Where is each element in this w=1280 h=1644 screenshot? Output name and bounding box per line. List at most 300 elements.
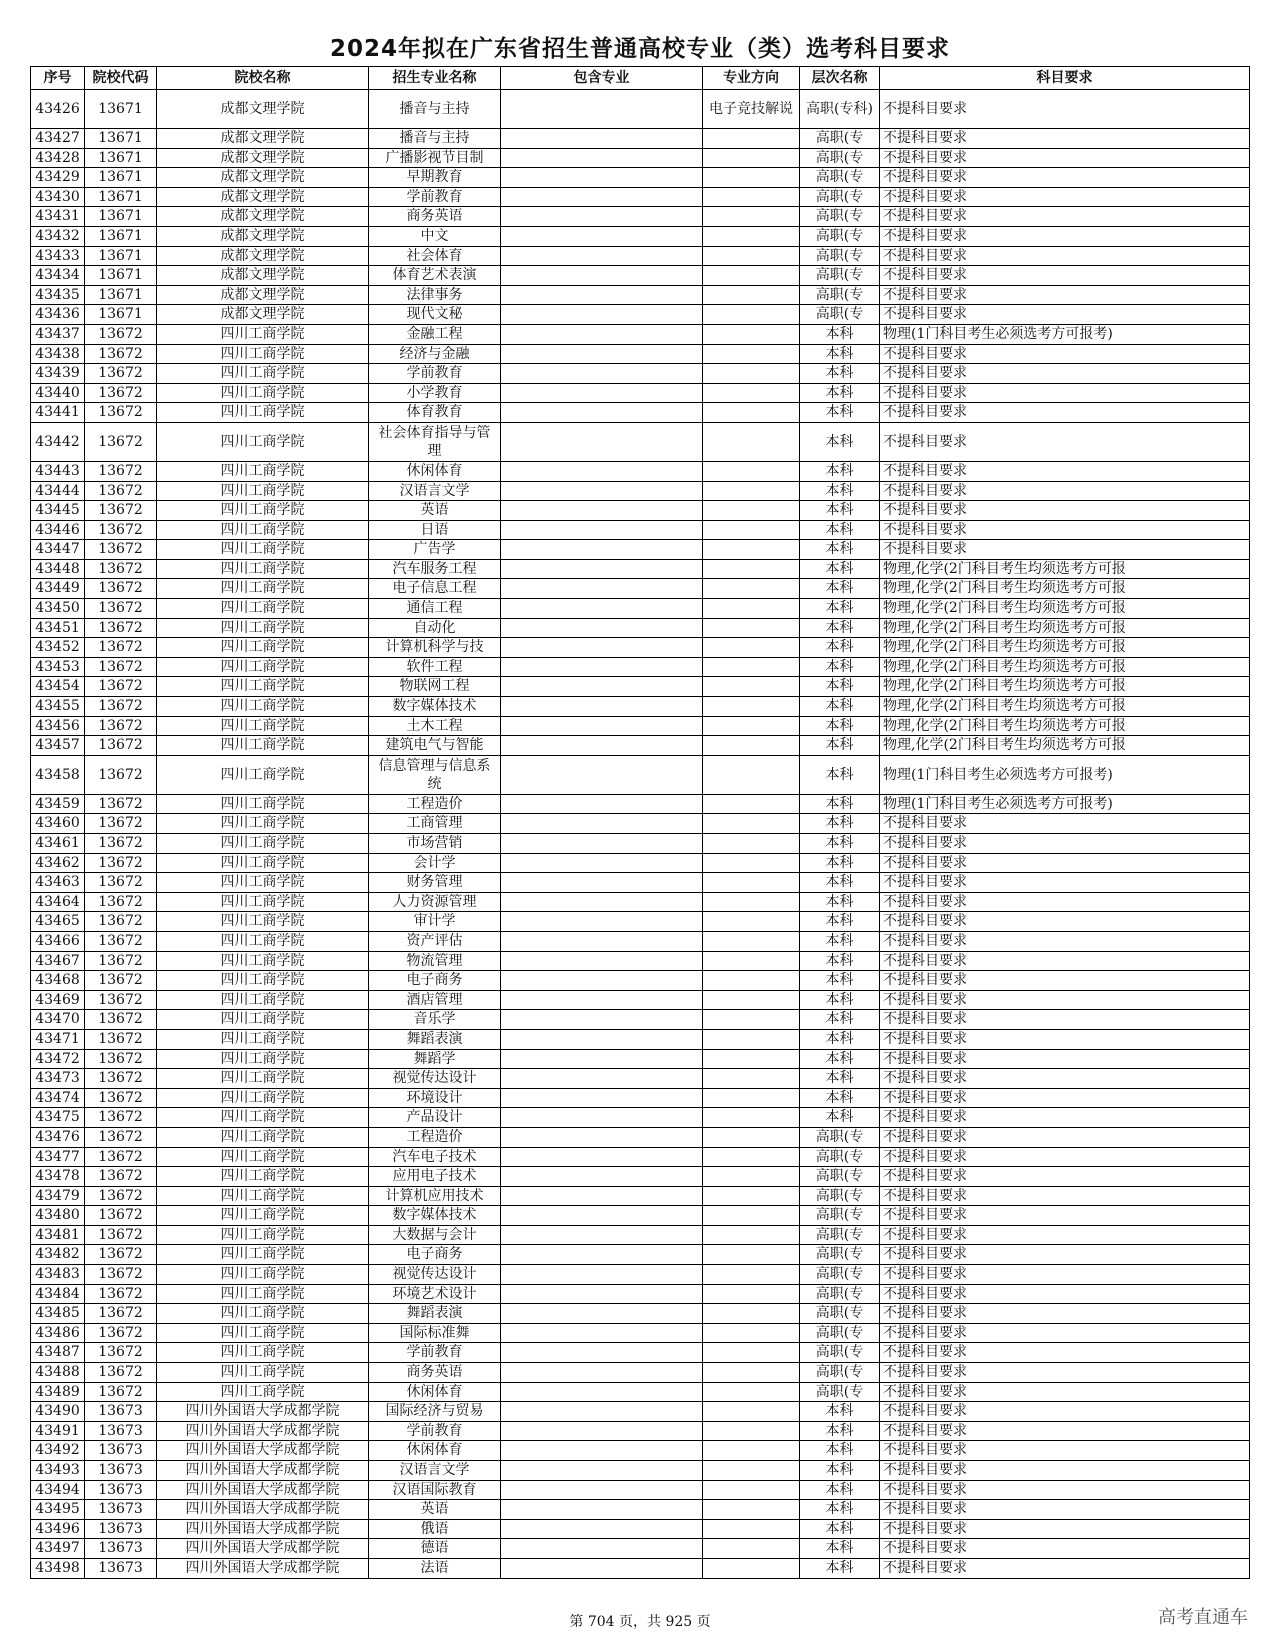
cell-level: 高职(专 — [800, 187, 880, 207]
cell-major-name: 早期教育 — [369, 168, 501, 188]
cell-included-majors — [501, 1147, 703, 1167]
cell-major-name: 体育艺术表演 — [369, 266, 501, 286]
cell-school-code: 13672 — [85, 501, 157, 521]
cell-seq: 43484 — [31, 1284, 85, 1304]
cell-direction — [703, 1558, 800, 1578]
cell-school-name: 四川工商学院 — [157, 990, 369, 1010]
cell-major-name: 俄语 — [369, 1519, 501, 1539]
cell-school-code: 13672 — [85, 990, 157, 1010]
cell-major-name: 学前教育 — [369, 1343, 501, 1363]
cell-subject-requirement: 不提科目要求 — [880, 246, 1250, 266]
cell-seq: 43451 — [31, 618, 85, 638]
cell-direction — [703, 951, 800, 971]
cell-included-majors — [501, 481, 703, 501]
cell-direction — [703, 1323, 800, 1343]
cell-subject-requirement: 不提科目要求 — [880, 1049, 1250, 1069]
cell-subject-requirement: 不提科目要求 — [880, 1088, 1250, 1108]
cell-subject-requirement: 不提科目要求 — [880, 1558, 1250, 1578]
cell-included-majors — [501, 579, 703, 599]
cell-seq: 43468 — [31, 971, 85, 991]
cell-level: 高职(专 — [800, 226, 880, 246]
cell-included-majors — [501, 148, 703, 168]
cell-included-majors — [501, 873, 703, 893]
cell-level: 本科 — [800, 344, 880, 364]
cell-seq: 43453 — [31, 657, 85, 677]
cell-major-name: 酒店管理 — [369, 990, 501, 1010]
cell-subject-requirement: 不提科目要求 — [880, 971, 1250, 991]
cell-school-code: 13672 — [85, 755, 157, 794]
cell-school-name: 四川工商学院 — [157, 618, 369, 638]
table-row — [31, 971, 1250, 991]
cell-school-code: 13672 — [85, 1088, 157, 1108]
cell-seq: 43462 — [31, 853, 85, 873]
cell-school-name: 四川外国语大学成都学院 — [157, 1402, 369, 1422]
cell-subject-requirement: 不提科目要求 — [880, 1167, 1250, 1187]
cell-seq: 43485 — [31, 1304, 85, 1324]
cell-major-name: 播音与主持 — [369, 129, 501, 149]
cell-major-name: 休闲体育 — [369, 1441, 501, 1461]
cell-included-majors — [501, 1088, 703, 1108]
table-body — [31, 90, 1250, 1579]
cell-school-code: 13673 — [85, 1480, 157, 1500]
cell-included-majors — [501, 951, 703, 971]
cell-level: 本科 — [800, 892, 880, 912]
cell-seq: 43494 — [31, 1480, 85, 1500]
cell-school-code: 13672 — [85, 1245, 157, 1265]
cell-direction — [703, 1539, 800, 1559]
table-row — [31, 834, 1250, 854]
header-seq: 序号 — [31, 67, 85, 90]
cell-school-name: 四川外国语大学成都学院 — [157, 1500, 369, 1520]
cell-major-name: 汉语言文学 — [369, 481, 501, 501]
cell-major-name: 会计学 — [369, 853, 501, 873]
cell-school-name: 四川工商学院 — [157, 755, 369, 794]
table-row — [31, 892, 1250, 912]
cell-included-majors — [501, 716, 703, 736]
cell-direction — [703, 1245, 800, 1265]
cell-direction — [703, 599, 800, 619]
cell-school-code: 13672 — [85, 931, 157, 951]
table-row — [31, 1323, 1250, 1343]
cell-school-code: 13672 — [85, 579, 157, 599]
cell-major-name: 应用电子技术 — [369, 1167, 501, 1187]
cell-level: 本科 — [800, 657, 880, 677]
cell-subject-requirement: 不提科目要求 — [880, 1108, 1250, 1128]
cell-major-name: 土木工程 — [369, 716, 501, 736]
cell-seq: 43444 — [31, 481, 85, 501]
cell-direction — [703, 1225, 800, 1245]
cell-level: 本科 — [800, 422, 880, 461]
table-row — [31, 129, 1250, 149]
cell-major-name: 计算机应用技术 — [369, 1186, 501, 1206]
cell-school-name: 成都文理学院 — [157, 226, 369, 246]
cell-direction — [703, 677, 800, 697]
cell-included-majors — [501, 1323, 703, 1343]
cell-included-majors — [501, 1167, 703, 1187]
cell-major-name: 广告学 — [369, 540, 501, 560]
cell-subject-requirement: 不提科目要求 — [880, 1284, 1250, 1304]
cell-included-majors — [501, 1127, 703, 1147]
cell-direction — [703, 1363, 800, 1383]
cell-subject-requirement: 不提科目要求 — [880, 834, 1250, 854]
cell-seq: 43443 — [31, 461, 85, 481]
cell-level: 本科 — [800, 1010, 880, 1030]
cell-subject-requirement: 物理,化学(2门科目考生均须选考方可报 — [880, 559, 1250, 579]
cell-subject-requirement: 不提科目要求 — [880, 1127, 1250, 1147]
cell-included-majors — [501, 1206, 703, 1226]
cell-seq: 43435 — [31, 285, 85, 305]
cell-level: 本科 — [800, 677, 880, 697]
cell-major-name: 金融工程 — [369, 324, 501, 344]
cell-school-name: 成都文理学院 — [157, 207, 369, 227]
cell-school-code: 13672 — [85, 1167, 157, 1187]
cell-subject-requirement: 不提科目要求 — [880, 501, 1250, 521]
cell-direction — [703, 1382, 800, 1402]
cell-school-code: 13672 — [85, 736, 157, 756]
cell-major-name: 社会体育 — [369, 246, 501, 266]
cell-major-name: 英语 — [369, 1500, 501, 1520]
cell-school-name: 四川工商学院 — [157, 912, 369, 932]
table-row — [31, 501, 1250, 521]
header-school-code: 院校代码 — [85, 67, 157, 90]
cell-direction: 电子竞技解说 — [703, 90, 800, 129]
cell-seq: 43456 — [31, 716, 85, 736]
cell-major-name: 现代文秘 — [369, 305, 501, 325]
cell-direction — [703, 1500, 800, 1520]
cell-major-name: 商务英语 — [369, 207, 501, 227]
table-row — [31, 1382, 1250, 1402]
cell-school-name: 四川工商学院 — [157, 1363, 369, 1383]
cell-subject-requirement: 不提科目要求 — [880, 1500, 1250, 1520]
cell-direction — [703, 266, 800, 286]
cell-major-name: 财务管理 — [369, 873, 501, 893]
cell-school-name: 成都文理学院 — [157, 266, 369, 286]
cell-school-code: 13672 — [85, 324, 157, 344]
cell-direction — [703, 461, 800, 481]
cell-seq: 43496 — [31, 1519, 85, 1539]
cell-school-code: 13673 — [85, 1461, 157, 1481]
cell-school-code: 13672 — [85, 1127, 157, 1147]
cell-direction — [703, 1167, 800, 1187]
cell-level: 高职(专 — [800, 285, 880, 305]
cell-school-name: 四川工商学院 — [157, 422, 369, 461]
cell-school-code: 13673 — [85, 1421, 157, 1441]
cell-seq: 43488 — [31, 1363, 85, 1383]
cell-school-code: 13672 — [85, 912, 157, 932]
cell-level: 本科 — [800, 1558, 880, 1578]
cell-seq: 43461 — [31, 834, 85, 854]
table-row — [31, 638, 1250, 658]
cell-seq: 43437 — [31, 324, 85, 344]
cell-seq: 43440 — [31, 383, 85, 403]
cell-subject-requirement: 不提科目要求 — [880, 305, 1250, 325]
cell-level: 本科 — [800, 540, 880, 560]
cell-seq: 43491 — [31, 1421, 85, 1441]
header-level: 层次名称 — [800, 67, 880, 90]
table-row — [31, 559, 1250, 579]
cell-school-code: 13672 — [85, 892, 157, 912]
cell-seq: 43449 — [31, 579, 85, 599]
cell-seq: 43431 — [31, 207, 85, 227]
cell-level: 本科 — [800, 931, 880, 951]
cell-included-majors — [501, 324, 703, 344]
cell-level: 本科 — [800, 1088, 880, 1108]
cell-school-code: 13672 — [85, 1284, 157, 1304]
cell-subject-requirement: 不提科目要求 — [880, 1186, 1250, 1206]
cell-included-majors — [501, 520, 703, 540]
cell-school-code: 13671 — [85, 226, 157, 246]
cell-level: 本科 — [800, 481, 880, 501]
page-title: 2024年拟在广东省招生普通高校专业（类）选考科目要求 — [329, 36, 950, 62]
cell-level: 本科 — [800, 736, 880, 756]
cell-seq: 43427 — [31, 129, 85, 149]
cell-major-name: 舞蹈表演 — [369, 1029, 501, 1049]
table-row — [31, 266, 1250, 286]
cell-seq: 43466 — [31, 931, 85, 951]
cell-level: 本科 — [800, 755, 880, 794]
cell-direction — [703, 1519, 800, 1539]
table-row — [31, 1421, 1250, 1441]
cell-seq: 43478 — [31, 1167, 85, 1187]
cell-subject-requirement: 不提科目要求 — [880, 481, 1250, 501]
cell-major-name: 国际标准舞 — [369, 1323, 501, 1343]
cell-included-majors — [501, 168, 703, 188]
cell-school-name: 四川工商学院 — [157, 716, 369, 736]
cell-direction — [703, 814, 800, 834]
cell-subject-requirement: 不提科目要求 — [880, 1323, 1250, 1343]
table-header-row — [31, 67, 1250, 90]
cell-school-name: 四川工商学院 — [157, 1010, 369, 1030]
table-row — [31, 931, 1250, 951]
table-row — [31, 794, 1250, 814]
cell-included-majors — [501, 599, 703, 619]
cell-level: 高职(专科) — [800, 90, 880, 129]
cell-level: 高职(专 — [800, 1206, 880, 1226]
cell-included-majors — [501, 305, 703, 325]
cell-level: 高职(专 — [800, 1186, 880, 1206]
cell-included-majors — [501, 1382, 703, 1402]
cell-subject-requirement: 不提科目要求 — [880, 1265, 1250, 1285]
cell-school-name: 四川工商学院 — [157, 638, 369, 658]
cell-major-name: 审计学 — [369, 912, 501, 932]
table-row — [31, 344, 1250, 364]
cell-seq: 43454 — [31, 677, 85, 697]
cell-level: 高职(专 — [800, 1167, 880, 1187]
cell-direction — [703, 187, 800, 207]
cell-major-name: 舞蹈学 — [369, 1049, 501, 1069]
cell-subject-requirement: 不提科目要求 — [880, 403, 1250, 423]
cell-seq: 43459 — [31, 794, 85, 814]
table-row — [31, 990, 1250, 1010]
cell-major-name: 汉语言文学 — [369, 1461, 501, 1481]
cell-included-majors — [501, 1441, 703, 1461]
cell-direction — [703, 324, 800, 344]
table-row — [31, 1010, 1250, 1030]
table-row — [31, 736, 1250, 756]
cell-school-code: 13672 — [85, 794, 157, 814]
table-row — [31, 246, 1250, 266]
cell-subject-requirement: 物理,化学(2门科目考生均须选考方可报 — [880, 657, 1250, 677]
cell-seq: 43483 — [31, 1265, 85, 1285]
cell-included-majors — [501, 1049, 703, 1069]
cell-school-code: 13671 — [85, 246, 157, 266]
cell-major-name: 软件工程 — [369, 657, 501, 677]
cell-subject-requirement: 不提科目要求 — [880, 912, 1250, 932]
cell-seq: 43475 — [31, 1108, 85, 1128]
cell-included-majors — [501, 755, 703, 794]
cell-school-code: 13672 — [85, 520, 157, 540]
cell-school-code: 13672 — [85, 1108, 157, 1128]
cell-school-name: 四川工商学院 — [157, 579, 369, 599]
table-row — [31, 697, 1250, 717]
cell-seq: 43480 — [31, 1206, 85, 1226]
cell-included-majors — [501, 990, 703, 1010]
cell-major-name: 法语 — [369, 1558, 501, 1578]
cell-level: 本科 — [800, 794, 880, 814]
cell-seq: 43476 — [31, 1127, 85, 1147]
cell-direction — [703, 1029, 800, 1049]
cell-subject-requirement: 不提科目要求 — [880, 383, 1250, 403]
cell-level: 本科 — [800, 1402, 880, 1422]
cell-school-code: 13671 — [85, 207, 157, 227]
table-row — [31, 1245, 1250, 1265]
cell-direction — [703, 1069, 800, 1089]
cell-included-majors — [501, 677, 703, 697]
cell-subject-requirement: 不提科目要求 — [880, 520, 1250, 540]
cell-seq: 43464 — [31, 892, 85, 912]
cell-direction — [703, 559, 800, 579]
cell-subject-requirement: 不提科目要求 — [880, 1441, 1250, 1461]
cell-included-majors — [501, 736, 703, 756]
cell-subject-requirement: 不提科目要求 — [880, 540, 1250, 560]
cell-direction — [703, 1441, 800, 1461]
cell-school-name: 四川工商学院 — [157, 1245, 369, 1265]
cell-school-name: 成都文理学院 — [157, 129, 369, 149]
cell-school-name: 四川工商学院 — [157, 383, 369, 403]
cell-direction — [703, 579, 800, 599]
cell-direction — [703, 305, 800, 325]
cell-school-name: 成都文理学院 — [157, 148, 369, 168]
cell-school-code: 13671 — [85, 148, 157, 168]
table-row — [31, 1402, 1250, 1422]
cell-direction — [703, 1461, 800, 1481]
cell-school-name: 四川工商学院 — [157, 814, 369, 834]
cell-included-majors — [501, 1421, 703, 1441]
cell-subject-requirement: 不提科目要求 — [880, 873, 1250, 893]
table-row — [31, 1558, 1250, 1578]
cell-major-name: 建筑电气与智能 — [369, 736, 501, 756]
cell-subject-requirement: 不提科目要求 — [880, 990, 1250, 1010]
cell-seq: 43477 — [31, 1147, 85, 1167]
cell-school-code: 13671 — [85, 305, 157, 325]
cell-major-name: 舞蹈表演 — [369, 1304, 501, 1324]
cell-school-code: 13672 — [85, 1343, 157, 1363]
cell-level: 本科 — [800, 912, 880, 932]
cell-direction — [703, 168, 800, 188]
cell-school-code: 13672 — [85, 834, 157, 854]
cell-level: 本科 — [800, 1421, 880, 1441]
cell-direction — [703, 1186, 800, 1206]
cell-school-name: 四川外国语大学成都学院 — [157, 1558, 369, 1578]
cell-direction — [703, 618, 800, 638]
cell-seq: 43479 — [31, 1186, 85, 1206]
cell-major-name: 数字媒体技术 — [369, 1206, 501, 1226]
table-row — [31, 1029, 1250, 1049]
cell-level: 高职(专 — [800, 1284, 880, 1304]
table-row — [31, 187, 1250, 207]
cell-level: 高职(专 — [800, 266, 880, 286]
cell-included-majors — [501, 1225, 703, 1245]
table-row — [31, 716, 1250, 736]
cell-direction — [703, 246, 800, 266]
cell-school-name: 四川工商学院 — [157, 403, 369, 423]
cell-subject-requirement: 不提科目要求 — [880, 1539, 1250, 1559]
cell-school-name: 四川工商学院 — [157, 540, 369, 560]
cell-direction — [703, 1206, 800, 1226]
cell-subject-requirement: 不提科目要求 — [880, 364, 1250, 384]
table-row — [31, 1186, 1250, 1206]
table-row — [31, 403, 1250, 423]
cell-direction — [703, 912, 800, 932]
cell-seq: 43441 — [31, 403, 85, 423]
cell-major-name: 工商管理 — [369, 814, 501, 834]
cell-subject-requirement: 不提科目要求 — [880, 1480, 1250, 1500]
cell-school-name: 四川工商学院 — [157, 1304, 369, 1324]
cell-included-majors — [501, 1029, 703, 1049]
header-school-name: 院校名称 — [157, 67, 369, 90]
cell-level: 高职(专 — [800, 1245, 880, 1265]
cell-included-majors — [501, 1010, 703, 1030]
cell-school-code: 13672 — [85, 1304, 157, 1324]
cell-school-code: 13671 — [85, 90, 157, 129]
cell-subject-requirement: 不提科目要求 — [880, 1206, 1250, 1226]
cell-included-majors — [501, 1500, 703, 1520]
cell-school-name: 四川工商学院 — [157, 853, 369, 873]
table-row — [31, 481, 1250, 501]
cell-seq: 43445 — [31, 501, 85, 521]
cell-school-name: 成都文理学院 — [157, 90, 369, 129]
cell-direction — [703, 1049, 800, 1069]
cell-included-majors — [501, 364, 703, 384]
cell-direction — [703, 129, 800, 149]
cell-level: 高职(专 — [800, 207, 880, 227]
cell-seq: 43436 — [31, 305, 85, 325]
cell-seq: 43432 — [31, 226, 85, 246]
cell-school-code: 13671 — [85, 187, 157, 207]
table-row — [31, 207, 1250, 227]
cell-school-code: 13672 — [85, 1010, 157, 1030]
cell-major-name: 工程造价 — [369, 794, 501, 814]
table-row — [31, 1441, 1250, 1461]
cell-included-majors — [501, 1480, 703, 1500]
cell-direction — [703, 873, 800, 893]
page-number: 第 704 页，共 925 页 — [569, 1614, 711, 1630]
cell-direction — [703, 1265, 800, 1285]
cell-level: 高职(专 — [800, 246, 880, 266]
cell-school-name: 四川工商学院 — [157, 794, 369, 814]
cell-included-majors — [501, 892, 703, 912]
cell-included-majors — [501, 657, 703, 677]
cell-subject-requirement: 不提科目要求 — [880, 1010, 1250, 1030]
cell-level: 本科 — [800, 853, 880, 873]
cell-school-code: 13672 — [85, 638, 157, 658]
table-row — [31, 520, 1250, 540]
cell-direction — [703, 1010, 800, 1030]
cell-included-majors — [501, 931, 703, 951]
cell-subject-requirement: 不提科目要求 — [880, 422, 1250, 461]
cell-direction — [703, 1343, 800, 1363]
cell-major-name: 数字媒体技术 — [369, 697, 501, 717]
